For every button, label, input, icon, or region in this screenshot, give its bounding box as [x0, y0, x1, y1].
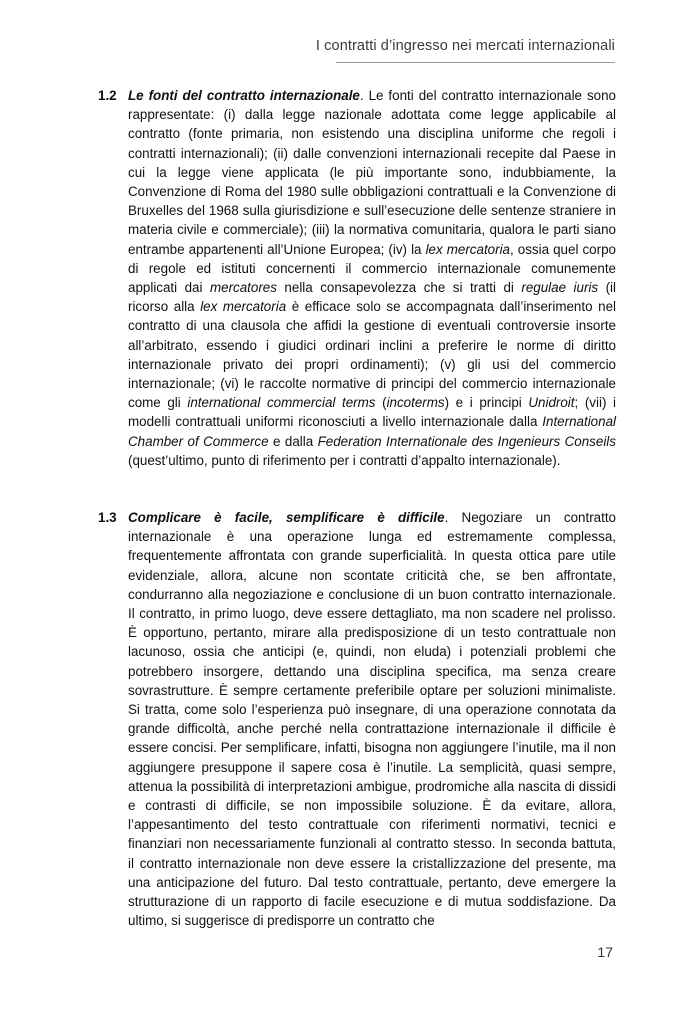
- italic-term: international commercial terms: [187, 395, 376, 411]
- header-rule: [336, 62, 615, 63]
- section-title: Complicare è facile, semplificare è difficile: [128, 510, 445, 525]
- section-title: Le fonti del contratto internazionale: [128, 88, 360, 103]
- body-run: , ossia quel corpo di regole ed istituti concernenti il commercio internazionale comunemente applicati dai: [128, 241, 616, 296]
- italic-term: lex mercatoria: [425, 241, 510, 257]
- italic-term: International Chamber of Commerce: [128, 414, 616, 449]
- page-number: 17: [597, 944, 613, 960]
- body-run: (: [375, 395, 387, 411]
- section-paragraph: [98, 86, 616, 470]
- body-run: . Le fonti del contratto internazionale sono rappresentate: (i) dalla legge nazionale adottata come legge applicabile al contratto (fonte primaria, non esistendo una disciplina uniforme che regoli i contratti internazionali); (ii) dalle convenzioni internazionali recepite dal Paese in cui la legge viene applicata (le più importante sono, indubbiamente, la Convenzione di Roma del 1980 sulle obbligazioni contrattuali e la Convenzione di Bruxelles del 1968 sulla giurisdizione e sull’esecuzione delle sentenze straniere in materia civile e commerciale); (iii) la normativa comunitaria, qualora le parti siano entrambe appartenenti all’Unione Europea; (iv) la: [128, 88, 616, 257]
- italic-term: Federation Internationale des Ingenieurs Conseils: [317, 433, 616, 449]
- italic-term: Unidroit: [528, 395, 575, 411]
- section-1-3: [98, 508, 616, 930]
- body-run: ; (vii) i modelli contrattuali uniformi riconosciuti a livello internazionale dalla: [128, 395, 616, 430]
- body-run: (quest’ultimo, punto di riferimento per i contratti d’appalto internazionale).: [128, 452, 561, 468]
- body-run: ) e i principi: [444, 395, 529, 411]
- body-run: nella consapevolezza che si tratti di: [276, 280, 522, 296]
- running-header: I contratti d’ingresso nei mercati internazionali: [315, 38, 615, 54]
- section-number: 1.2: [98, 88, 117, 103]
- italic-term: incoterms: [386, 395, 445, 411]
- body-run: . Negoziare un contratto internazionale è una operazione lunga ed estremamente complessa, frequentemente affrontata con grande superficialità. In questa ottica pare utile evidenziale, allora, alcune non scontate criticità che, se ben affrontate, condurranno alla negoziazione e conclusione di un buon contratto internazionale. Il contratto, in primo luogo, deve essere dettagliato, ma non scadere nel prolisso. È opportuno, pertanto, mirare alla predisposizione di un testo contrattuale non lacunoso, ossia che anticipi (e, quindi, non eluda) i potenziali problemi che potrebbero insorgere, dettando una disciplina specifica, ma senza creare sovrastrutture. È sempre certamente preferibile optare per soluzioni minimaliste. Si tratta, come solo l’esperienza può insegnare, di una operazione connotata da grande difficoltà, anche perché nella contrattazione internazionale il difficile è essere concisi. Per semplificare, infatti, bisogna non aggiungere l’inutile, ma il non aggiungere presuppone il sapere cosa è l’inutile. La semplicità, quasi sempre, attenua la possibilità di interpretazioni ambigue, prodromiche alla nascita di dissidi e contrasti di difficile, se non impossibile soluzione. È da evitare, allora, l’appesantimento del testo contrattuale con riferimenti normativi, tecnici e finanziari non necessariamente funzionali al contratto stesso. In seconda battuta, il contratto internazionale non deve essere la cristallizzazione del presente, ma una anticipazione del futuro. Dal testo contrattuale, pertanto, deve emergere la strutturazione di un rapporto di facile esecuzione e di mutua soddisfazione. Da ultimo, si suggerisce di predisporre un contratto che: [128, 510, 616, 929]
- section-1-2: [98, 86, 616, 470]
- body-run: e dalla: [268, 433, 318, 449]
- body-run: è efficace solo se accompagnata dall’inserimento nel contratto di una clausola che affidi la gestione di eventuali controversie insorte all’arbitrato, essendo i giudici ordinari inclini a preferire le norme di diritto internazionale privato dei propri ordinamenti); (v) gli usi del commercio internazionale; (vi) le raccolte normative di principi del commercio internazionale come gli: [128, 299, 616, 411]
- body-run: (il ricorso alla: [128, 280, 616, 315]
- section-paragraph: [98, 508, 616, 930]
- section-number: 1.3: [98, 510, 117, 525]
- italic-term: lex mercatoria: [200, 299, 287, 315]
- italic-term: regulae iuris: [521, 280, 599, 296]
- italic-term: mercatores: [209, 280, 277, 296]
